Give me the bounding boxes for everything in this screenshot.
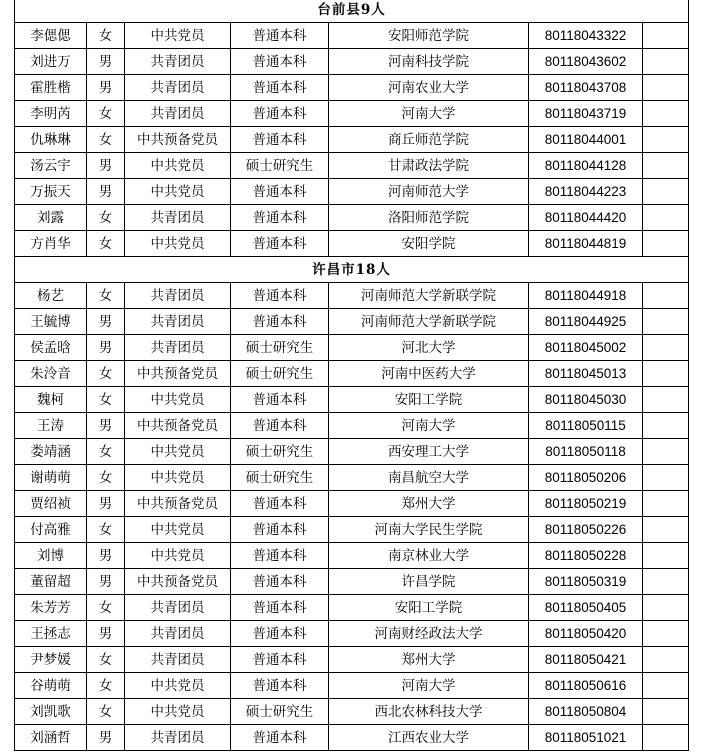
id-number-cell: 80118044223 (529, 179, 643, 205)
education-cell: 普通本科 (231, 647, 329, 673)
id-number-cell: 80118051021 (529, 725, 643, 751)
political-status-cell: 中共党员 (125, 439, 231, 465)
name-cell: 方肖华 (15, 231, 87, 257)
education-cell: 硕士研究生 (231, 699, 329, 725)
education-cell: 普通本科 (231, 205, 329, 231)
political-status-cell: 中共党员 (125, 23, 231, 49)
table-row (15, 491, 689, 517)
table-row (15, 23, 689, 49)
school-cell: 郑州大学 (329, 647, 529, 673)
name-cell: 杨艺 (15, 283, 87, 309)
name-cell: 王涛 (15, 413, 87, 439)
table-row (15, 413, 689, 439)
id-number-cell: 80118045013 (529, 361, 643, 387)
section-title: 许昌市18人 (15, 257, 689, 283)
political-status-cell: 共青团员 (125, 621, 231, 647)
school-cell: 安阳学院 (329, 231, 529, 257)
section-title: 台前县9人 (15, 0, 689, 23)
blank-cell (643, 75, 689, 101)
school-cell: 河南大学 (329, 413, 529, 439)
political-status-cell: 中共党员 (125, 153, 231, 179)
education-cell: 普通本科 (231, 101, 329, 127)
blank-cell (643, 23, 689, 49)
name-cell: 王毓博 (15, 309, 87, 335)
school-cell: 河南大学民生学院 (329, 517, 529, 543)
blank-cell (643, 49, 689, 75)
education-cell: 普通本科 (231, 725, 329, 751)
political-status-cell: 中共党员 (125, 543, 231, 569)
school-cell: 许昌学院 (329, 569, 529, 595)
gender-cell: 女 (87, 517, 125, 543)
school-cell: 河南师范大学 (329, 179, 529, 205)
political-status-cell: 共青团员 (125, 335, 231, 361)
education-cell: 硕士研究生 (231, 335, 329, 361)
id-number-cell: 80118050226 (529, 517, 643, 543)
table-row (15, 621, 689, 647)
id-number-cell: 80118050405 (529, 595, 643, 621)
name-cell: 谢萌萌 (15, 465, 87, 491)
political-status-cell: 中共预备党员 (125, 361, 231, 387)
id-number-cell: 80118045002 (529, 335, 643, 361)
political-status-cell: 共青团员 (125, 647, 231, 673)
gender-cell: 女 (87, 595, 125, 621)
gender-cell: 女 (87, 101, 125, 127)
political-status-cell: 中共党员 (125, 179, 231, 205)
political-status-cell: 共青团员 (125, 309, 231, 335)
school-cell: 河北大学 (329, 335, 529, 361)
blank-cell (643, 387, 689, 413)
name-cell: 刘凯歌 (15, 699, 87, 725)
education-cell: 普通本科 (231, 595, 329, 621)
blank-cell (643, 491, 689, 517)
name-cell: 朱芳芳 (15, 595, 87, 621)
table-row (15, 231, 689, 257)
blank-cell (643, 725, 689, 751)
name-cell: 尹梦媛 (15, 647, 87, 673)
gender-cell: 男 (87, 413, 125, 439)
name-cell: 王拯志 (15, 621, 87, 647)
table-row (15, 153, 689, 179)
table-row (15, 49, 689, 75)
id-number-cell: 80118050319 (529, 569, 643, 595)
id-number-cell: 80118043602 (529, 49, 643, 75)
blank-cell (643, 361, 689, 387)
name-cell: 刘博 (15, 543, 87, 569)
school-cell: 河南农业大学 (329, 75, 529, 101)
education-cell: 普通本科 (231, 569, 329, 595)
school-cell: 河南师范大学新联学院 (329, 283, 529, 309)
education-cell: 普通本科 (231, 491, 329, 517)
name-cell: 付高雅 (15, 517, 87, 543)
table-row (15, 569, 689, 595)
section-header-row (15, 0, 689, 23)
school-cell: 洛阳师范学院 (329, 205, 529, 231)
blank-cell (643, 335, 689, 361)
id-number-cell: 80118044128 (529, 153, 643, 179)
blank-cell (643, 569, 689, 595)
name-cell: 魏柯 (15, 387, 87, 413)
gender-cell: 女 (87, 439, 125, 465)
section-header-row (15, 257, 689, 283)
name-cell: 刘露 (15, 205, 87, 231)
id-number-cell: 80118044420 (529, 205, 643, 231)
gender-cell: 男 (87, 335, 125, 361)
education-cell: 普通本科 (231, 75, 329, 101)
political-status-cell: 中共党员 (125, 387, 231, 413)
table-row (15, 699, 689, 725)
political-status-cell: 中共党员 (125, 231, 231, 257)
education-cell: 普通本科 (231, 413, 329, 439)
name-cell: 万振天 (15, 179, 87, 205)
roster-table (14, 0, 689, 751)
blank-cell (643, 699, 689, 725)
name-cell: 贾绍祯 (15, 491, 87, 517)
blank-cell (643, 231, 689, 257)
id-number-cell: 80118050219 (529, 491, 643, 517)
id-number-cell: 80118044925 (529, 309, 643, 335)
blank-cell (643, 517, 689, 543)
school-cell: 南京林业大学 (329, 543, 529, 569)
id-number-cell: 80118050804 (529, 699, 643, 725)
name-cell: 李偲偲 (15, 23, 87, 49)
gender-cell: 男 (87, 309, 125, 335)
id-number-cell: 80118044819 (529, 231, 643, 257)
gender-cell: 男 (87, 49, 125, 75)
name-cell: 李明芮 (15, 101, 87, 127)
education-cell: 硕士研究生 (231, 439, 329, 465)
gender-cell: 女 (87, 23, 125, 49)
school-cell: 河南师范大学新联学院 (329, 309, 529, 335)
gender-cell: 女 (87, 387, 125, 413)
table-row (15, 101, 689, 127)
blank-cell (643, 153, 689, 179)
gender-cell: 男 (87, 569, 125, 595)
education-cell: 硕士研究生 (231, 361, 329, 387)
education-cell: 硕士研究生 (231, 465, 329, 491)
gender-cell: 男 (87, 179, 125, 205)
name-cell: 朱泠音 (15, 361, 87, 387)
blank-cell (643, 647, 689, 673)
political-status-cell: 中共预备党员 (125, 491, 231, 517)
gender-cell: 女 (87, 699, 125, 725)
school-cell: 河南科技学院 (329, 49, 529, 75)
gender-cell: 女 (87, 283, 125, 309)
blank-cell (643, 309, 689, 335)
blank-cell (643, 127, 689, 153)
political-status-cell: 中共党员 (125, 699, 231, 725)
table-row (15, 387, 689, 413)
blank-cell (643, 465, 689, 491)
political-status-cell: 中共预备党员 (125, 127, 231, 153)
school-cell: 河南大学 (329, 101, 529, 127)
gender-cell: 男 (87, 491, 125, 517)
education-cell: 普通本科 (231, 517, 329, 543)
id-number-cell: 80118050206 (529, 465, 643, 491)
gender-cell: 女 (87, 231, 125, 257)
name-cell: 娄靖涵 (15, 439, 87, 465)
table-row (15, 75, 689, 101)
roster-body (15, 0, 689, 751)
id-number-cell: 80118050420 (529, 621, 643, 647)
school-cell: 安阳师范学院 (329, 23, 529, 49)
gender-cell: 男 (87, 153, 125, 179)
education-cell: 普通本科 (231, 621, 329, 647)
education-cell: 普通本科 (231, 231, 329, 257)
gender-cell: 女 (87, 673, 125, 699)
political-status-cell: 共青团员 (125, 49, 231, 75)
id-number-cell: 80118043708 (529, 75, 643, 101)
political-status-cell: 中共党员 (125, 673, 231, 699)
name-cell: 谷萌萌 (15, 673, 87, 699)
table-row (15, 543, 689, 569)
name-cell: 汤云宇 (15, 153, 87, 179)
blank-cell (643, 283, 689, 309)
political-status-cell: 共青团员 (125, 205, 231, 231)
gender-cell: 女 (87, 127, 125, 153)
political-status-cell: 共青团员 (125, 283, 231, 309)
education-cell: 普通本科 (231, 309, 329, 335)
education-cell: 硕士研究生 (231, 153, 329, 179)
table-row (15, 205, 689, 231)
political-status-cell: 中共预备党员 (125, 569, 231, 595)
table-row (15, 361, 689, 387)
education-cell: 普通本科 (231, 543, 329, 569)
table-row (15, 673, 689, 699)
school-cell: 河南财经政法大学 (329, 621, 529, 647)
table-row (15, 335, 689, 361)
name-cell: 仇琳琳 (15, 127, 87, 153)
education-cell: 普通本科 (231, 49, 329, 75)
school-cell: 安阳工学院 (329, 595, 529, 621)
table-row (15, 725, 689, 751)
political-status-cell: 共青团员 (125, 75, 231, 101)
gender-cell: 男 (87, 543, 125, 569)
blank-cell (643, 101, 689, 127)
school-cell: 江西农业大学 (329, 725, 529, 751)
education-cell: 普通本科 (231, 23, 329, 49)
table-row (15, 517, 689, 543)
education-cell: 普通本科 (231, 283, 329, 309)
political-status-cell: 中共党员 (125, 465, 231, 491)
gender-cell: 男 (87, 725, 125, 751)
id-number-cell: 80118050115 (529, 413, 643, 439)
gender-cell: 女 (87, 361, 125, 387)
school-cell: 甘肃政法学院 (329, 153, 529, 179)
table-row (15, 465, 689, 491)
table-row (15, 439, 689, 465)
school-cell: 西安理工大学 (329, 439, 529, 465)
school-cell: 南昌航空大学 (329, 465, 529, 491)
blank-cell (643, 413, 689, 439)
gender-cell: 男 (87, 75, 125, 101)
political-status-cell: 共青团员 (125, 595, 231, 621)
political-status-cell: 中共预备党员 (125, 413, 231, 439)
school-cell: 河南中医药大学 (329, 361, 529, 387)
table-row (15, 647, 689, 673)
blank-cell (643, 205, 689, 231)
education-cell: 普通本科 (231, 387, 329, 413)
education-cell: 普通本科 (231, 179, 329, 205)
blank-cell (643, 543, 689, 569)
table-row (15, 283, 689, 309)
id-number-cell: 80118050421 (529, 647, 643, 673)
table-row (15, 595, 689, 621)
id-number-cell: 80118043719 (529, 101, 643, 127)
name-cell: 霍胜楷 (15, 75, 87, 101)
gender-cell: 女 (87, 465, 125, 491)
id-number-cell: 80118044001 (529, 127, 643, 153)
blank-cell (643, 621, 689, 647)
name-cell: 董留超 (15, 569, 87, 595)
school-cell: 西北农林科技大学 (329, 699, 529, 725)
gender-cell: 女 (87, 647, 125, 673)
table-row (15, 179, 689, 205)
table-row (15, 309, 689, 335)
name-cell: 刘进万 (15, 49, 87, 75)
name-cell: 刘涵哲 (15, 725, 87, 751)
table-row (15, 127, 689, 153)
school-cell: 郑州大学 (329, 491, 529, 517)
blank-cell (643, 439, 689, 465)
gender-cell: 女 (87, 205, 125, 231)
blank-cell (643, 673, 689, 699)
education-cell: 普通本科 (231, 127, 329, 153)
education-cell: 普通本科 (231, 673, 329, 699)
blank-cell (643, 179, 689, 205)
school-cell: 商丘师范学院 (329, 127, 529, 153)
school-cell: 河南大学 (329, 673, 529, 699)
id-number-cell: 80118044918 (529, 283, 643, 309)
id-number-cell: 80118050616 (529, 673, 643, 699)
name-cell: 侯孟晗 (15, 335, 87, 361)
political-status-cell: 共青团员 (125, 725, 231, 751)
school-cell: 安阳工学院 (329, 387, 529, 413)
id-number-cell: 80118050118 (529, 439, 643, 465)
blank-cell (643, 595, 689, 621)
id-number-cell: 80118043322 (529, 23, 643, 49)
political-status-cell: 中共党员 (125, 517, 231, 543)
id-number-cell: 80118045030 (529, 387, 643, 413)
id-number-cell: 80118050228 (529, 543, 643, 569)
gender-cell: 男 (87, 621, 125, 647)
political-status-cell: 共青团员 (125, 101, 231, 127)
